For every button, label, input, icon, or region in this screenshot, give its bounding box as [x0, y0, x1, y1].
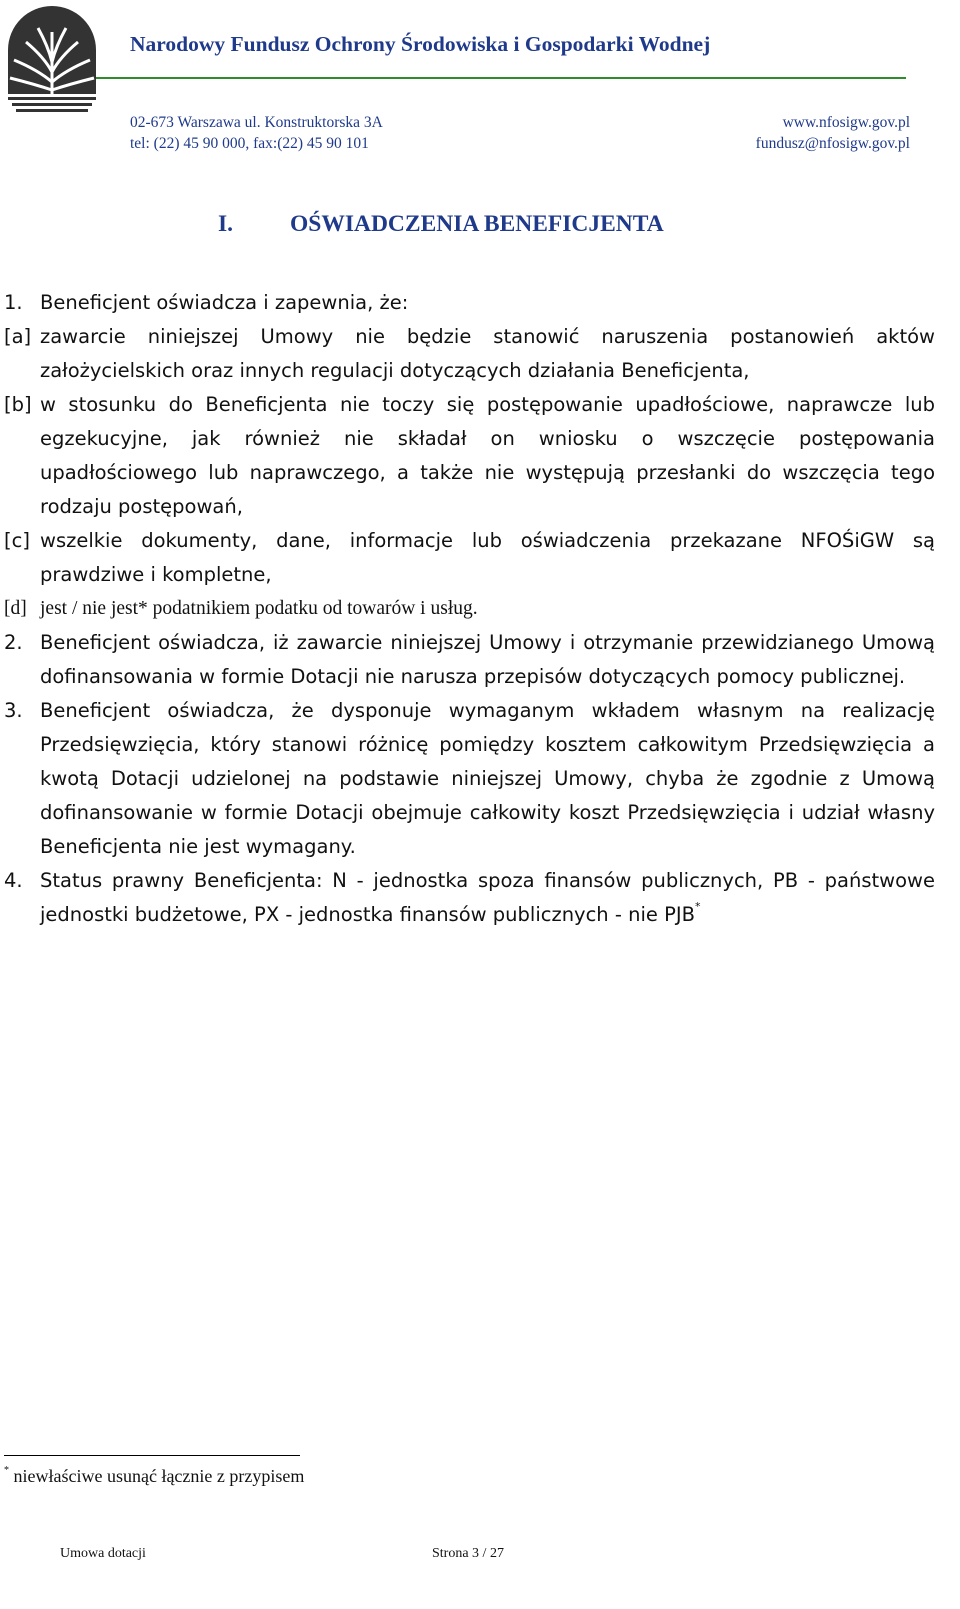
section-number: I. [218, 211, 234, 237]
item-label: [a] [4, 325, 32, 348]
item-label: [c] [4, 529, 30, 552]
footer-document-name: Umowa dotacji [60, 1546, 146, 1561]
item-text: Beneficjent oświadcza, iż zawarcie niniejszej Umowy i otrzymanie przewidzianego Umową dofinansowania w formie Dotacji nie narusza przepisów dotyczących pomocy publicznej. [40, 631, 935, 688]
item-text: Beneficjent oświadcza i zapewnia, że: [40, 291, 409, 314]
website-link[interactable]: www.nfosigw.gov.pl [782, 114, 910, 131]
item-text: w stosunku do Beneficjenta nie toczy się postępowanie upadłościowe, naprawcze lub egzekucyjne, jak również nie składał on wniosku o wszczęcie postępowania upadłościowego lub naprawczego, a także nie występują przesłanki do wszczęcia tego rodzaju postępowań, [40, 393, 935, 518]
item-label: 4. [4, 869, 23, 892]
item-text: zawarcie niniejszej Umowy nie będzie stanowić naruszenia postanowień aktów założycielskich oraz innych regulacji dotyczących działania Beneficjenta, [40, 325, 935, 382]
item-a [0, 320, 935, 388]
item-d [0, 592, 935, 626]
section-heading [218, 211, 664, 238]
contact-address-block [130, 112, 383, 154]
item-label: [d] [4, 598, 27, 619]
section-title: OŚWIADCZENIA BENEFICJENTA [290, 211, 664, 237]
footer-page-number: Strona 3 / 27 [432, 1546, 504, 1561]
footnote-divider [4, 1455, 300, 1456]
footnote-mark: * [4, 1465, 9, 1476]
item-text: Beneficjent oświadcza, że dysponuje wymaganym wkładem własnym na realizację Przedsięwzięcia, który stanowi różnicę pomiędzy kosztem całkowitym Przedsięwzięcia a kwotą Dotacji udzielonej na podstawie niniejszej Umowy, chyba że zgodnie z Umową dofinansowanie w formie Dotacji obejmuje całkowity koszt Przedsięwzięcia i udział własny Beneficjenta nie jest wymagany. [40, 699, 935, 858]
item-label: 3. [4, 699, 23, 722]
address-text: 02-673 Warszawa ul. Konstruktorska 3A [130, 114, 383, 131]
statements-body [0, 286, 935, 932]
item-label: [b] [4, 393, 32, 416]
item-2 [0, 626, 935, 694]
item-text: wszelkie dokumenty, dane, informacje lub oświadczenia przekazane NFOŚiGW są prawdziwe i kompletne, [40, 529, 935, 586]
email-link[interactable]: fundusz@nfosigw.gov.pl [755, 135, 910, 152]
organization-name: Narodowy Fundusz Ochrony Środowiska i Gospodarki Wodnej [130, 32, 711, 56]
item-label: 2. [4, 631, 23, 654]
footnote-text: niewłaściwe usunąć łącznie z przypisem [13, 1466, 305, 1486]
item-label: 1. [4, 291, 23, 314]
item-4 [0, 864, 935, 932]
item-3 [0, 694, 935, 864]
nfosigw-logo-icon [4, 2, 100, 114]
phone-fax-text: tel: (22) 45 90 000, fax:(22) 45 90 101 [130, 135, 369, 152]
header-divider [96, 77, 906, 79]
item-b [0, 388, 935, 524]
footnote [4, 1466, 304, 1487]
contact-web-block [756, 112, 910, 154]
item-text: jest / nie jest* podatnikiem podatku od towarów i usług. [40, 598, 478, 619]
item-1 [0, 286, 935, 320]
footnote-reference[interactable]: * [694, 900, 701, 913]
item-c [0, 524, 935, 592]
item-text: Status prawny Beneficjenta: N - jednostka spoza finansów publicznych, PB - państwowe jednostki budżetowe, PX - jednostka finansów publicznych - nie PJB [40, 869, 935, 926]
